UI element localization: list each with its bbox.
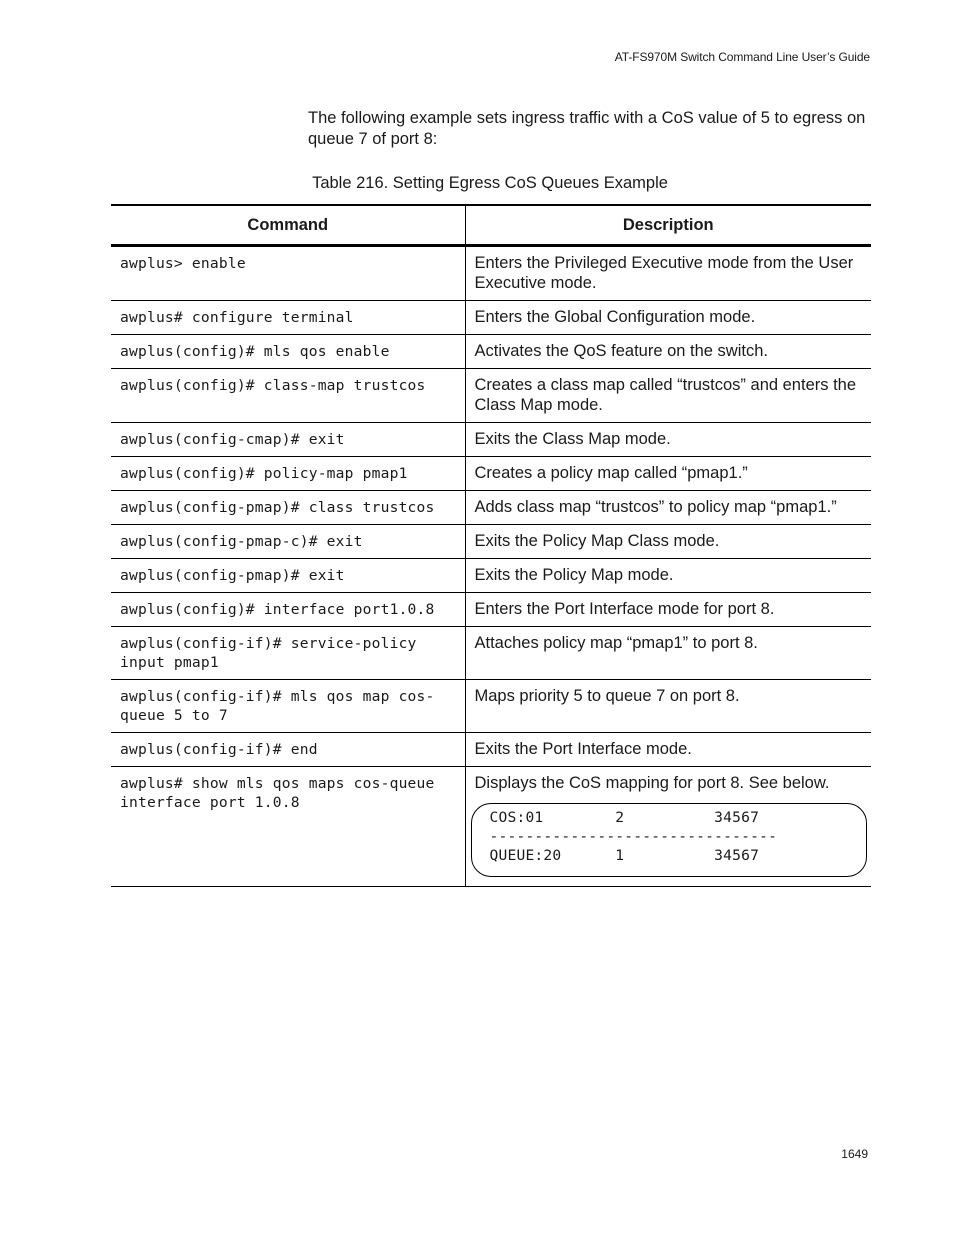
command-cell: awplus(config-if)# end xyxy=(111,733,465,767)
table-row xyxy=(111,733,871,767)
command-cell: awplus(config)# interface port1.0.8 xyxy=(111,593,465,627)
description-cell: Enters the Port Interface mode for port 8. xyxy=(465,593,871,627)
description-cell: Adds class map “trustcos” to policy map “pmap1.” xyxy=(465,491,871,525)
table-row xyxy=(111,423,871,457)
description-cell xyxy=(465,767,871,887)
table-header-row xyxy=(111,205,871,246)
command-cell: awplus(config)# class-map trustcos xyxy=(111,369,465,423)
description-cell: Creates a policy map called “pmap1.” xyxy=(465,457,871,491)
command-cell: awplus# show mls qos maps cos-queue interface port 1.0.8 xyxy=(111,767,465,887)
table-row xyxy=(111,491,871,525)
description-text: Displays the CoS mapping for port 8. See below. xyxy=(474,774,830,792)
table-row xyxy=(111,593,871,627)
command-cell: awplus(config-if)# service-policy input pmap1 xyxy=(111,627,465,680)
description-cell: Enters the Global Configuration mode. xyxy=(465,301,871,335)
command-column-header: Command xyxy=(111,205,465,246)
running-header: AT-FS970M Switch Command Line User’s Guide xyxy=(614,50,870,64)
intro-paragraph: The following example sets ingress traffic with a CoS value of 5 to egress on queue 7 of port 8: xyxy=(308,109,866,148)
command-cell: awplus(config-pmap)# class trustcos xyxy=(111,491,465,525)
command-cell: awplus(config-if)# mls qos map cos-queue 5 to 7 xyxy=(111,680,465,733)
description-cell: Maps priority 5 to queue 7 on port 8. xyxy=(465,680,871,733)
table-row xyxy=(111,335,871,369)
description-column-header: Description xyxy=(465,205,871,246)
command-cell: awplus(config-pmap-c)# exit xyxy=(111,525,465,559)
table-row xyxy=(111,767,871,887)
command-table xyxy=(111,204,871,887)
command-cell: awplus(config)# policy-map pmap1 xyxy=(111,457,465,491)
cos-output-separator: -------------------------------- xyxy=(489,828,778,845)
description-cell: Enters the Privileged Executive mode from the User Executive mode. xyxy=(465,246,871,301)
description-cell: Exits the Port Interface mode. xyxy=(465,733,871,767)
table-row xyxy=(111,627,871,680)
description-cell: Creates a class map called “trustcos” and enters the Class Map mode. xyxy=(465,369,871,423)
queue-output-line: QUEUE:20 1 34567 xyxy=(489,847,760,864)
table-caption: Table 216. Setting Egress CoS Queues Example xyxy=(312,174,668,192)
command-cell: awplus(config-cmap)# exit xyxy=(111,423,465,457)
table-row xyxy=(111,525,871,559)
command-cell: awplus(config-pmap)# exit xyxy=(111,559,465,593)
cos-queue-output-box xyxy=(471,803,867,877)
cos-output-line: COS:01 2 34567 xyxy=(489,809,760,826)
description-cell: Exits the Class Map mode. xyxy=(465,423,871,457)
command-cell: awplus> enable xyxy=(111,246,465,301)
table-row xyxy=(111,457,871,491)
description-cell: Exits the Policy Map mode. xyxy=(465,559,871,593)
description-cell: Exits the Policy Map Class mode. xyxy=(465,525,871,559)
description-cell: Activates the QoS feature on the switch. xyxy=(465,335,871,369)
command-cell: awplus(config)# mls qos enable xyxy=(111,335,465,369)
description-cell: Attaches policy map “pmap1” to port 8. xyxy=(465,627,871,680)
command-cell: awplus# configure terminal xyxy=(111,301,465,335)
table-row xyxy=(111,246,871,301)
table-row xyxy=(111,559,871,593)
table-row xyxy=(111,301,871,335)
table-row xyxy=(111,680,871,733)
table-row xyxy=(111,369,871,423)
page-number: 1649 xyxy=(841,1147,868,1161)
